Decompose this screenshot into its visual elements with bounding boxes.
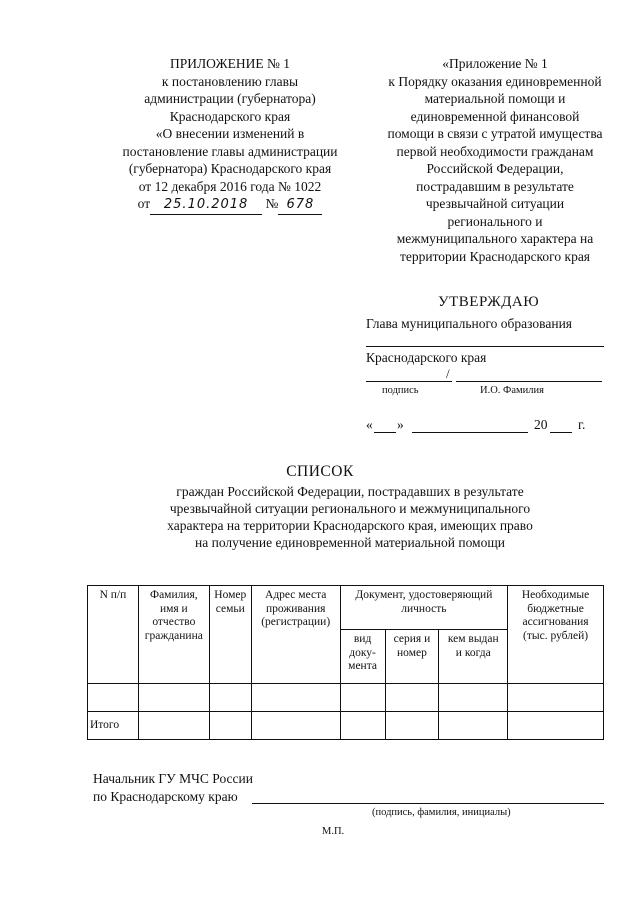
appendix-left-line: постановление главы администрации [122,143,338,159]
header-doc-type-line: доку- [349,646,376,659]
month-blank [412,432,528,433]
appendix-right-line: межмуниципального характера на [396,231,594,246]
date-open-quote: « [366,417,373,432]
approval-date-line [366,417,606,435]
header-num-text: N п/п [99,589,127,601]
decree-date-value: 25.10.2018 [150,196,262,215]
footer-position-line2: по Краснодарскому краю [93,789,238,804]
signature-caption: подпись [382,385,419,396]
approval-position: Глава муниципального образования [366,316,573,331]
year-suffix: г. [578,417,586,432]
list-subtitle-line: чрезвычайной ситуации регионального и межмуниципального [169,501,531,516]
total-row [88,712,604,740]
appendix-right-line: «Приложение № 1 [442,56,548,71]
approval-blank-line [366,346,604,347]
header-budget-line: (тыс. рублей) [523,629,589,642]
header-budget-line: Необходимые [521,589,590,601]
stamp-mark: М.П. [322,826,345,837]
header-doc-issued-line: кем выдан [447,633,499,645]
year-prefix: 20 [534,417,548,432]
date-close-quote: » [397,417,404,432]
header-doc-series-line: номер [397,646,427,659]
header-budget-line: бюджетные [527,602,584,615]
header-address-line: проживания [265,602,326,615]
header-address-line: Адрес места [265,589,327,601]
list-subtitle [120,483,580,551]
list-subtitle-line: граждан Российской Федерации, пострадавших в результате [176,484,524,499]
header-name-line: имя и [159,602,188,615]
appendix-right-line: материальной помощи и [424,91,566,106]
appendix-right-line: к Порядку оказания единовременной [388,73,602,89]
appendix-right-line: чрезвычайной ситуации [425,196,565,211]
header-family-number [209,586,251,684]
header-family-line: семьи [215,602,245,615]
signature-separator: / [446,366,450,381]
header-document-line: личность [401,602,447,615]
table-row [88,684,604,712]
header-name-line: гражданина [144,629,203,642]
footer-position-line1: Начальник ГУ МЧС России [93,771,253,786]
header-num [88,586,139,684]
appendix-left-line: ПРИЛОЖЕНИЕ № 1 [169,56,291,71]
header-address [251,586,340,684]
name-line [456,381,602,382]
number-prefix: № [265,196,279,211]
list-subtitle-line: характера на территории Краснодарского края, имеющих право [167,518,533,533]
header-doc-type [340,630,385,684]
header-family-line: Номер [214,589,247,601]
header-name-line: Фамилия, [149,589,198,601]
header-doc-type-line: вид [353,633,372,645]
header-budget [508,586,604,684]
appendix-left-line: администрации (губернатора) [144,91,316,106]
date-prefix: от [137,196,151,211]
appendix-right-line: пострадавшим в результате [416,178,574,194]
header-document-line: Документ, удостоверяющий [355,589,493,601]
appendix-left-line: от 12 декабря 2016 года № 1022 [138,178,322,194]
year-blank [550,432,572,433]
name-caption: И.О. Фамилия [480,385,544,396]
total-label: Итого [88,712,139,740]
footer-signature-line [252,803,604,804]
appendix-left-line: (губернатора) Краснодарского края [128,161,332,176]
appendix-right-line: Российской Федерации, [426,161,564,176]
header-name [138,586,209,684]
appendix-right-block [360,55,630,265]
header-doc-issued [439,630,508,684]
header-doc-type-line: мента [348,660,377,672]
header-document [340,586,507,630]
header-budget-line: ассигнования [522,616,589,628]
signature-line [366,381,452,382]
approval-region: Краснодарского края [366,350,487,365]
appendix-right-line: первой необходимости гражданам [396,143,594,159]
decree-date-line [100,195,360,215]
appendix-left-line: к постановлению главы [161,73,299,89]
list-subtitle-line: на получение единовременной материальной помощи [195,535,505,550]
header-name-line: отчество [152,616,196,628]
citizens-table [87,585,604,740]
header-doc-series [385,630,439,684]
appendix-left-line: «О внесении изменений в [155,126,305,141]
appendix-right-line: территории Краснодарского края [399,248,591,264]
header-doc-series-line: серия и [393,633,431,645]
footer-caption: (подпись, фамилия, инициалы) [372,807,511,818]
approval-title: УТВЕРЖДАЮ [438,294,540,310]
header-address-line: (регистрации) [261,616,331,628]
day-blank [374,432,396,433]
appendix-right-line: регионального и [447,213,543,229]
appendix-right-line: единовременной финансовой [410,108,580,124]
appendix-left-block [100,55,360,215]
header-doc-issued-line: и когда [455,646,491,659]
appendix-right-line: помощи в связи с утратой имущества [387,126,603,141]
appendix-left-line: Краснодарского края [169,108,291,124]
list-title: СПИСОК [286,463,354,480]
decree-number-value: 678 [278,196,322,215]
